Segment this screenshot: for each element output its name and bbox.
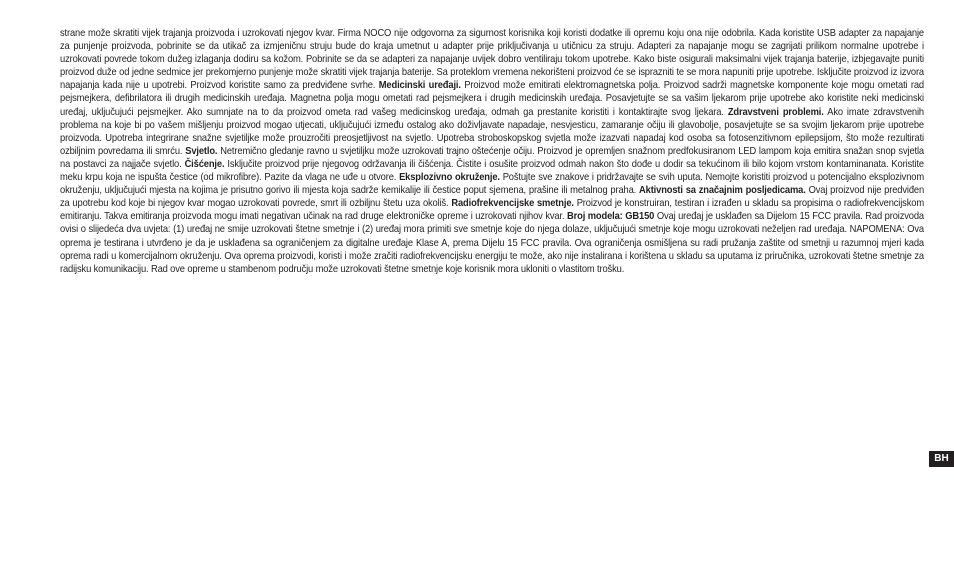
text-segment: Ovaj uređaj je usklađen sa Dijelom 15 FCC pravila. Rad proizvoda ovisi o slijedeća dva uvjeta: (1) uređaj ne smije uzrokovati štetne smetnje i (2) uređaj mora primiti sve smetnje koje do njega dolaze, uključujući smetnje koje mogu uzrokovati neželjen rad uređaja. NAPOMENA: Ova oprema je testirana i utvrđeno je da je usklađena sa ograničenjem za digitalne uređaje Klase A, prema Dijelu 15 FCC pravila. Ova ograničenja osmišljena su radi pružanja zaštite od smetnji u razumnoj mjeri kada oprema radi u komercijalnom okruženju. Ova oprema proizvodi, koristi i može zračiti radiofrekvencijsku energiju te može, ako nije instalirana i korištena u skladu sa uputama iz priručnika, uzrokovati štetne smetnje za radijsku komunikaciju. Rad ove opreme u stambenom području može uzrokovati štetne smetnje koje korisnik mora ukloniti o vlastitom trošku. xyxy=(60,211,924,275)
text-segment: Ako imate zdravstvenih problema na koje bi po vašem mišljenju proizvod mogao utjecati, uključujući između ostalog ako doživljavate napadaje, nesvjesticu, zamaranje očiju ili glavobolje, posavjetujte se sa svojim ljekarom prije upotrebe proizvoda. Upotreba integrirane snažne svjetiljke može prouzročiti preosjetljivost na svjetlo. Upotreba stroboskopskog svjetla može izazvati napadaj kod osoba sa fotosenzitivnom epilepsijom, što može rezultirati ozbiljnim povredama ili smrću. xyxy=(60,106,925,157)
text-segment: strane može skratiti vijek trajanja proizvoda i uzrokovati njegov kvar. Firma NOCO nije odgovorna za sigurnost korisnika koji koristi dodatke ili opremu koju ona nije odobrila. Kada koristite USB adapter za napajanje za punjenje proizvoda, pobrinite se da utikač za izmjeničnu struju bude do kraja umetnut u adapter prije priključivanja u utičnicu za struju. Adapteri za napajanje mogu se zagrijati prilikom normalne upotrebe i uzrokovati povrede tokom dužeg izlaganja dodiru sa kožom. Pobrinite se da se adapteri za napajanje uvijek dobro ventiliraju tokom upotrebe. Kako biste osigurali maksimalni vijek trajanja baterije, izbjegavajte puniti proizvod duže od jedne sedmice jer prekomjerno punjenje može skratiti vijek trajanja baterije. Sa proteklom vremena nekorišteni proizvod će se isprazniti te se mora napuniti prije upotrebe. Isključite proizvod iz izvora napajanja kada nije u upotrebi. Proizvod koristite samo za predviđene svrhe. xyxy=(60,28,924,92)
heading-health-problems: Zdravstveni problemi. xyxy=(727,106,824,118)
text-segment: Proizvod može emitirati elektromagnetska polja. Proizvod sadrži magnetske komponente koje mogu ometati rad pejsmejkera, defibrilatora ili drugih medicinskih uređaja. Magnetna polja mogu ometati rad pejsmejkera i drugih medicinskih uređaja. Posavjetujte se sa vašim ljekarom prije upotrebe ako koristite neki medicinski uređaj, uključujući pejsmejker. Ako sumnjate na to da proizvod ometa rad vašeg medicinskog uređaja, odmah ga prestanite koristiti i kontaktirajte svog ljekara. xyxy=(60,80,924,118)
text-segment: Ovaj proizvod nije predviđen za upotrebu kod koje bi njegov kvar mogao uzrokovati povrede, smrt ili ozbiljnu štetu uza okoliš. xyxy=(60,185,925,210)
text-segment: Netremično gledanje ravno u svjetiljku može uzrokovati trajno oštećenje očiju. Proizvod je opremljen snažnom predfokusiranom LED lampom koja emitira snažan snop svjetla na postavci za najjače svjetlo. xyxy=(60,145,925,170)
text-segment: Isključite proizvod prije njegovog održavanja ili čišćenja. Čistite i osušite proizvod odmah nakon što dođe u dodir sa tekućinom ili bilo kojom vrstom kontaminanata. Koristite meku krpu koja ne ispušta čestice (od mikrofibre). Pazite da vlaga ne uđe u otvore. xyxy=(60,158,924,184)
text-segment: Poštujte sve znakove i pridržavajte se svih uputa. Nemojte koristiti proizvod u potencijalno eksplozivnom okruženju, uključujući mjesta na kojima je prisutno gorivo ili mjesta koja sadrže kemikalije ili čestice poput sjemena, prašine ili metalnog praha. xyxy=(60,172,924,197)
body-text xyxy=(60,27,924,276)
heading-radio-interference: Radiofrekvencijske smetnje. xyxy=(451,198,574,210)
heading-medical-devices: Medicinski uređaji. xyxy=(378,80,461,92)
language-badge: BH xyxy=(929,451,954,467)
heading-high-consequence-activities: Aktivnosti sa značajnim posljedicama. xyxy=(639,185,806,197)
heading-cleaning: Čišćenje. xyxy=(184,158,225,170)
heading-light: Svjetlo. xyxy=(185,145,218,157)
heading-model-number: Broj modela: GB150 xyxy=(566,211,655,223)
heading-explosive-environment: Eksplozivno okruženje. xyxy=(399,172,500,184)
text-segment: Proizvod je konstruiran, testiran i izrađen u skladu sa propisima o radiofrekvencijskom emitiranju. Takva emitiranja proizvoda mogu imati negativan učinak na rad druge elektroničke opreme i uzrokovati njihov kvar. xyxy=(60,198,924,223)
